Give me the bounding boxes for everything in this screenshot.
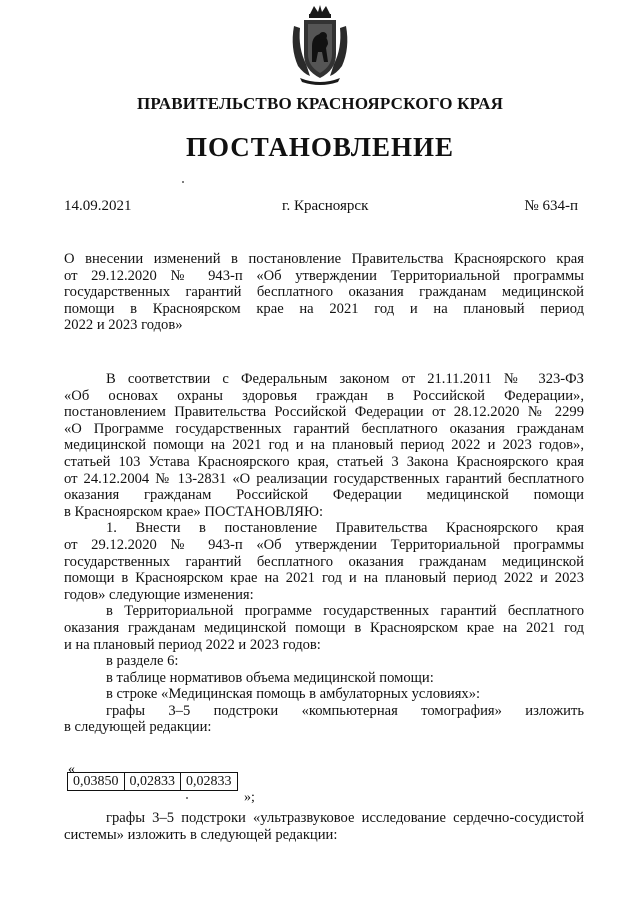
document-title	[64, 251, 584, 334]
ct-line: в следующей редакции:	[64, 719, 212, 736]
preamble	[64, 371, 584, 520]
quote-close: »;	[244, 790, 255, 805]
table-line: в таблице нормативов объема медицинской помощи:	[106, 669, 434, 686]
ultrasound-paragraph	[64, 810, 584, 843]
subitem-line: оказания гражданам медицинской помощи в Красноярском крае на 2021 год	[64, 619, 584, 636]
preamble-line: постановлением Правительства Российской Федерации от 28.12.2020 № 2299	[64, 404, 584, 421]
table-row	[68, 773, 238, 791]
ultrasound-line: системы» изложить в следующей редакции:	[64, 826, 338, 843]
preamble-line: медицинской помощи на 2021 год и на плановый период 2022 и 2023 годов»,	[64, 437, 584, 454]
ultrasound-line: графы 3–5 подстроки «ультразвуковое исследование сердечно-сосудистой	[106, 810, 584, 826]
preamble-line: «О Программе государственных гарантий бесплатного оказания гражданам	[64, 420, 584, 437]
document-body	[64, 371, 584, 736]
ct-line: графы 3–5 подстроки «компьютерная томография» изложить	[106, 702, 584, 719]
title-line: О внесении изменений в постановление Правительства Красноярского края	[64, 251, 584, 267]
subitem-line: в Территориальной программе государственных гарантий бесплатного	[106, 603, 584, 620]
document-date: 14.09.2021	[64, 198, 132, 214]
title-line: 2022 и 2023 годов»	[64, 317, 183, 334]
values-table	[67, 772, 238, 791]
title-line: помощи в Красноярском крае на 2021 год и на плановый период	[64, 300, 584, 317]
value-cell: 0,02833	[181, 773, 238, 791]
row-line: в строке «Медицинская помощь в амбулаторных условиях»:	[106, 686, 481, 703]
item-1-line: помощи в Красноярском крае на 2021 год и на плановый период 2022 и 2023	[64, 570, 584, 587]
value-cell: 0,03850	[68, 773, 125, 791]
document-type: ПОСТАНОВЛЕНИЕ	[185, 132, 455, 162]
item-1-line: от 29.12.2020 № 943-п «Об утверждении Территориальной программы	[64, 536, 584, 553]
scan-speck	[182, 181, 184, 183]
item-1-line: государственных гарантий бесплатного оказания гражданам медицинской	[64, 553, 584, 570]
title-line: государственных гарантий бесплатного оказания гражданам медицинской	[64, 284, 584, 301]
item-1	[64, 520, 584, 603]
document-number: № 634-п	[524, 198, 578, 214]
preamble-line: от 24.12.2004 № 13-2831 «О реализации государственных гарантий бесплатного	[64, 470, 584, 487]
organization-name: ПРАВИТЕЛЬСТВО КРАСНОЯРСКОГО КРАЯ	[136, 94, 504, 113]
subitem-line: и на плановый период 2022 и 2023 годов:	[64, 636, 321, 653]
preamble-line: статьей 103 Устава Красноярского края, статьей 3 Закона Красноярского края	[64, 453, 584, 470]
value-cell: 0,02833	[124, 773, 181, 791]
preamble-line: В соответствии с Федеральным законом от 21.11.2011 № 323-ФЗ	[106, 371, 584, 387]
scan-speck	[186, 797, 188, 799]
preamble-line: «Об основах охраны здоровья граждан в Российской Федерации»,	[64, 387, 584, 404]
title-line: от 29.12.2020 № 943-п «Об утверждении Территориальной программы	[64, 267, 584, 284]
subitem	[64, 603, 584, 653]
document-city: г. Красноярск	[282, 198, 369, 214]
quote-open: «	[68, 762, 75, 777]
preamble-line: оказания гражданам Российской Федерации медицинской помощи	[64, 487, 584, 504]
preamble-line: в Красноярском крае» ПОСТАНОВЛЯЮ:	[64, 503, 324, 520]
emblem-icon	[288, 4, 352, 86]
item-1-line: годов» следующие изменения:	[64, 586, 254, 603]
item-1-line: 1. Внести в постановление Правительства Красноярского края	[106, 520, 584, 537]
section-line: в разделе 6:	[106, 653, 179, 670]
